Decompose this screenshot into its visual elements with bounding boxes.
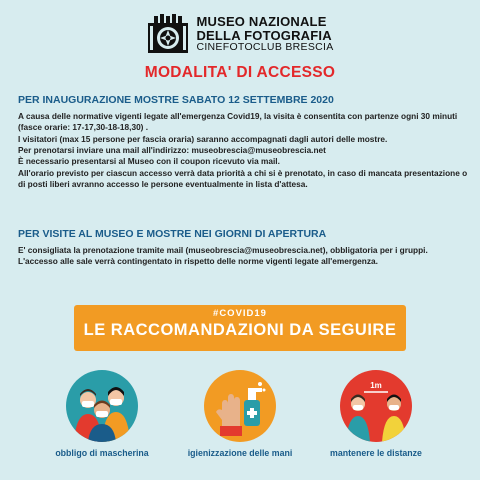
- hand-sanitizer-icon: [204, 370, 276, 442]
- recommendation-distance: [306, 370, 446, 458]
- banner-hashtag: #COVID19: [213, 308, 267, 319]
- logo-line-1: MUSEO NAZIONALE: [196, 14, 327, 30]
- section-inauguration-title: PER INAUGURAZIONE MOSTRE SABATO 12 SETTEMBRE 2020: [18, 94, 334, 106]
- camera-logo-icon: [146, 13, 190, 55]
- logo-line-2: DELLA FOTOGRAFIA: [196, 27, 332, 43]
- distance-people-icon: [340, 370, 412, 442]
- paragraph: A causa delle normative vigenti legate all'emergenza Covid19, la visita è consentita con partenze ogni 30 minuti (fasce orarie: 17-17,30-18-18,30) .: [18, 111, 458, 133]
- page-title: MODALITA' DI ACCESSO: [144, 64, 336, 81]
- mask-people-icon: [66, 370, 138, 442]
- paragraph: E' consigliata la prenotazione tramite mail (museobrescia@museobrescia.net), obbligatoria per i gruppi.: [18, 245, 428, 255]
- paragraph: All'orario previsto per ciascun accesso verrà data priorità a chi si è prenotato, in caso di mancata presentazione o di posti liberi avranno accesso le persone eventualmente in lista d'attesa.: [18, 167, 468, 190]
- distance-label: 1m: [370, 381, 382, 390]
- museum-logo: [146, 13, 333, 55]
- paragraph: I visitatori (max 15 persone per fascia oraria) saranno accompagnati dagli autori delle mostre.: [18, 133, 388, 144]
- banner-title: LE RACCOMANDAZIONI DA SEGUIRE: [83, 321, 397, 339]
- section-opening-days: [18, 228, 468, 268]
- paragraph: È necessario presentarsi al Museo con il coupon ricevuto via mail.: [18, 156, 280, 167]
- covid-banner: [74, 305, 406, 351]
- logo-line-3: CINEFOTOCLUB BRESCIA: [196, 40, 334, 53]
- recommendation-label: igienizzazione delle mani: [187, 448, 293, 458]
- section-opening-days-title: PER VISITE AL MUSEO E MOSTRE NEI GIORNI DI APERTURA: [18, 228, 327, 240]
- recommendation-sanitize: [170, 370, 310, 458]
- section-inauguration: [18, 94, 468, 191]
- recommendation-label: mantenere le distanze: [330, 448, 422, 458]
- paragraph: L'accesso alle sale verrà contingentato in rispetto delle norme vigenti legate all'emergenza.: [18, 256, 378, 267]
- header: [0, 12, 480, 56]
- recommendation-label: obbligo di mascherina: [55, 448, 149, 458]
- paragraph: Per prenotarsi inviare una mail all'indirizzo: museobrescia@museobrescia.net: [18, 145, 326, 156]
- recommendation-mask: [32, 370, 172, 458]
